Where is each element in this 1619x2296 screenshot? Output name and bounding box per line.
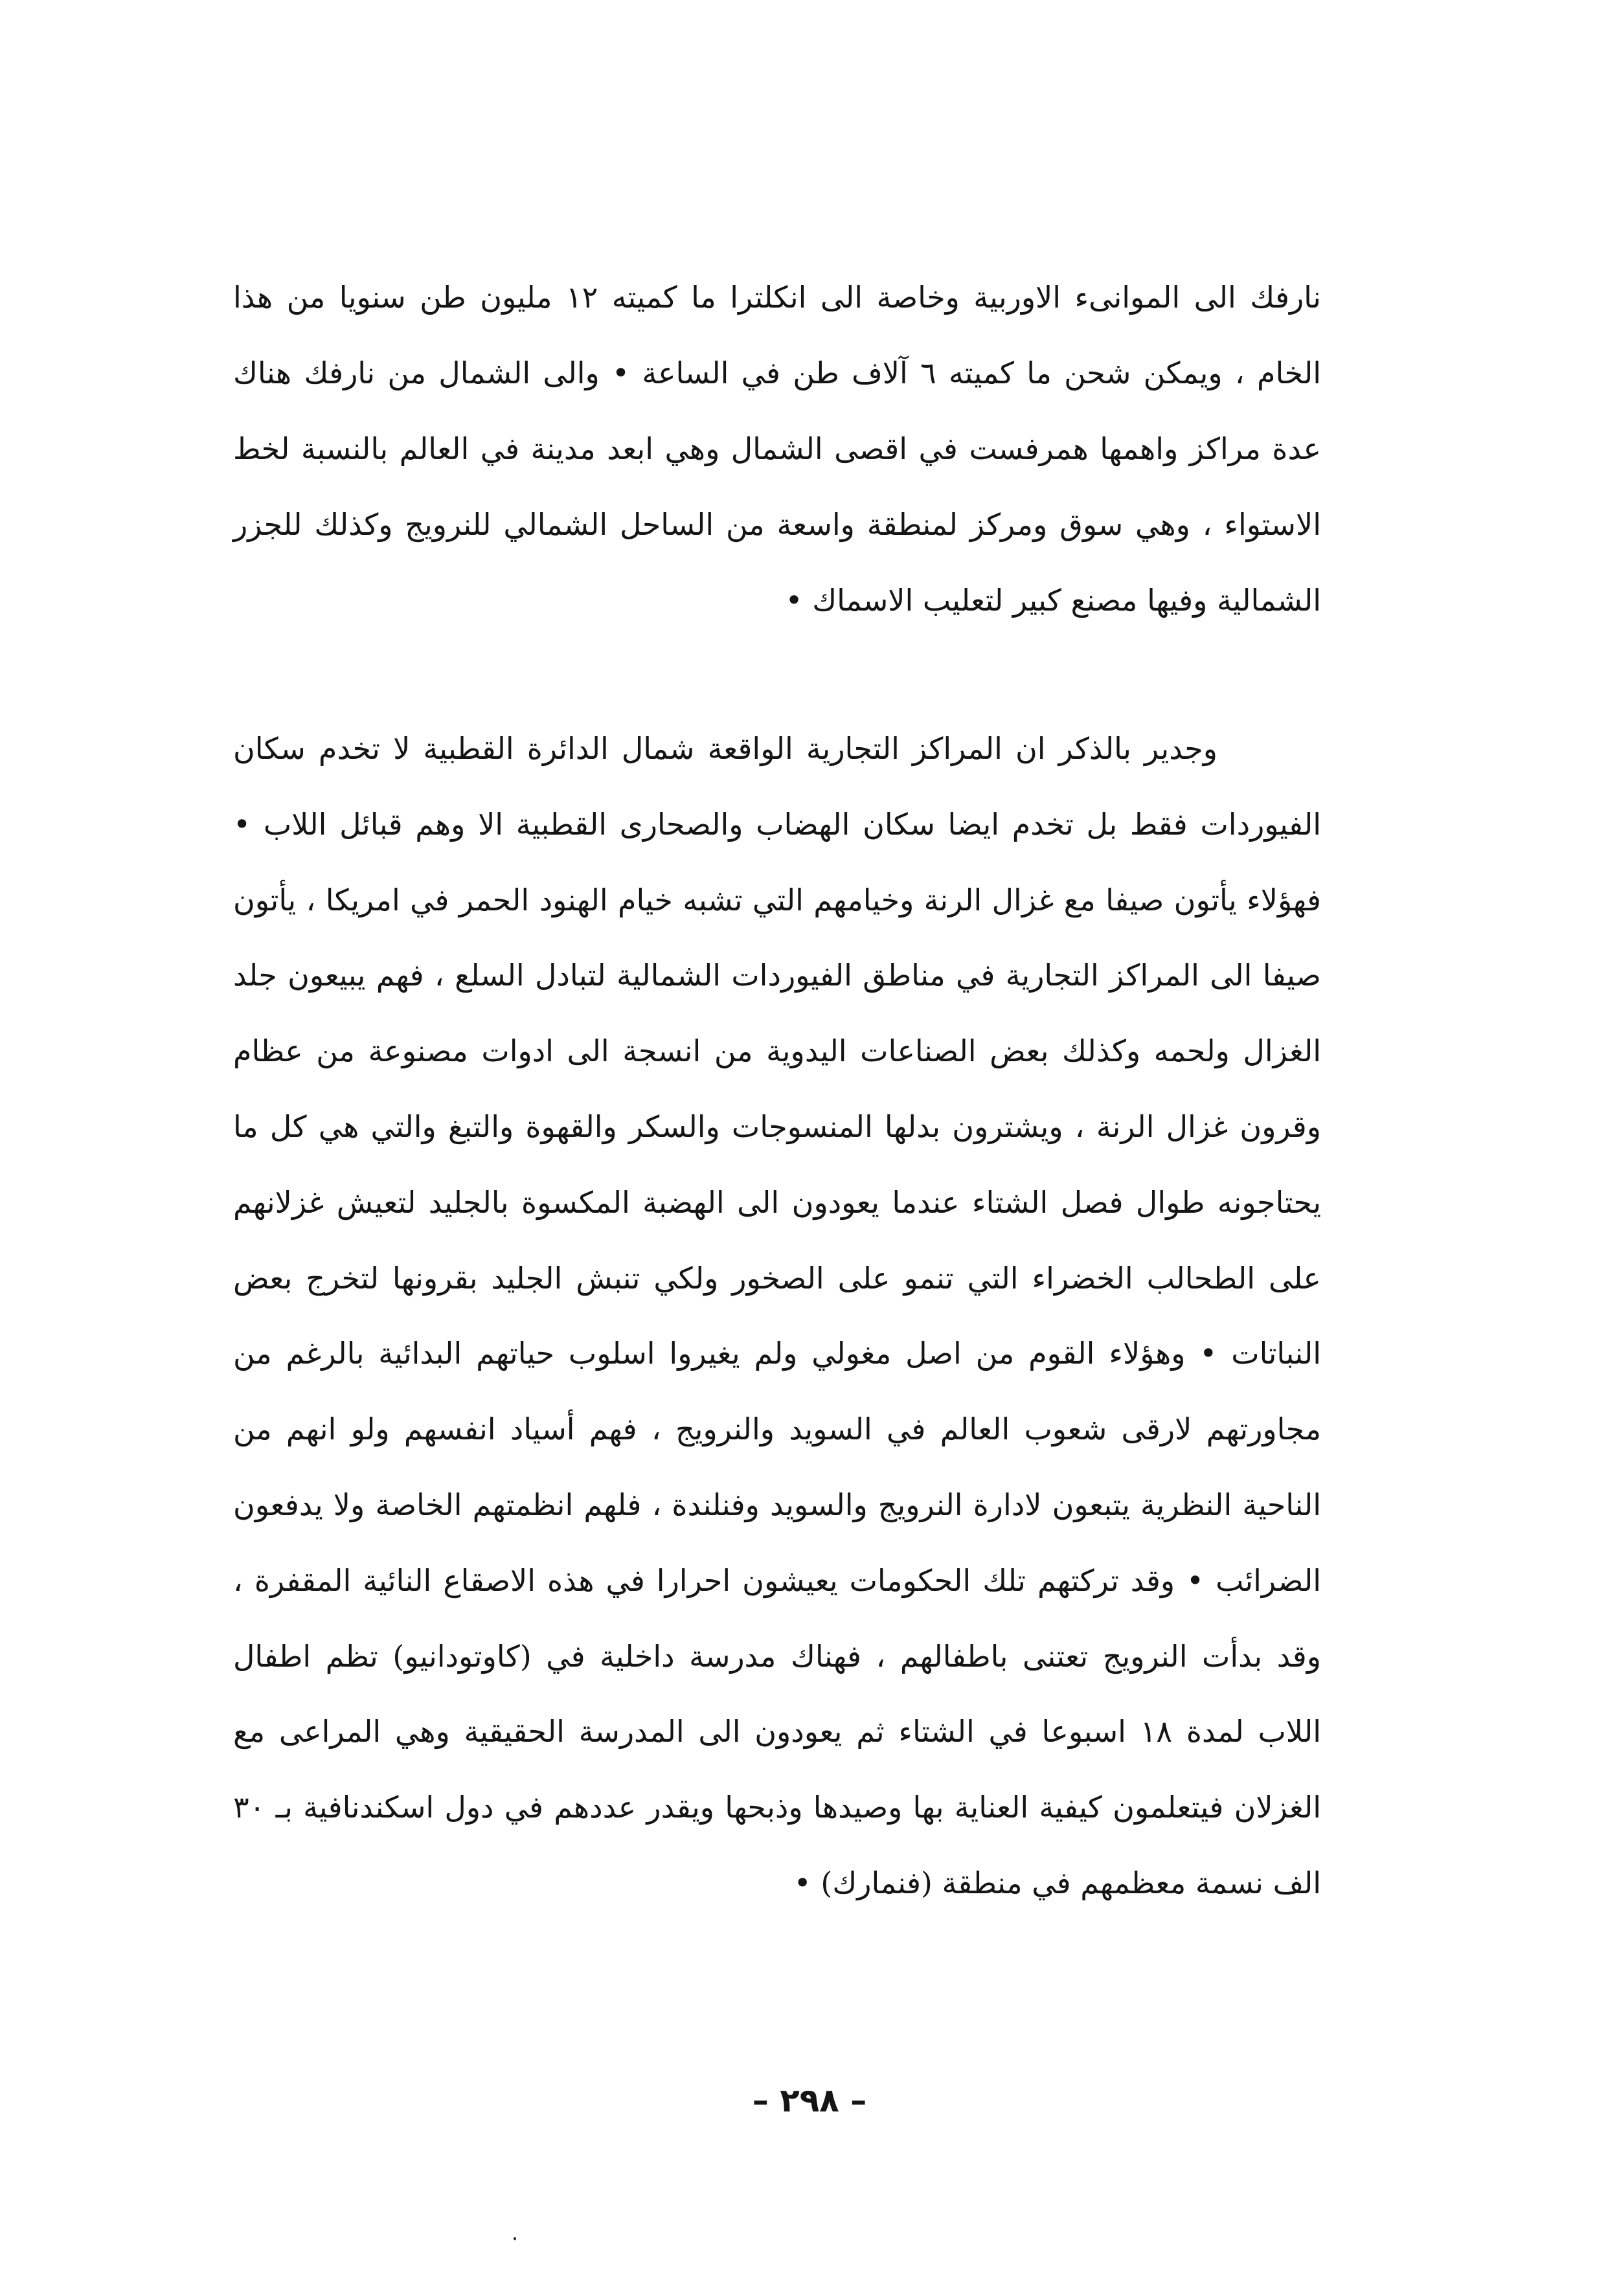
paragraph-1: نارفك الى الموانىء الاوربية وخاصة الى انكلترا ما كميته ١٢ مليون طن سنويا من هذا الخام ، ويمكن شحن ما كميته ٦ آلاف طن في الساعة • والى الشمال من نارفك هناك عدة مراكز واهمها همرفست في اقصى الشمال وهي ابعد مدينة في العالم بالنسبة لخط الاستواء ، وهي سوق ومركز لمنطقة واسعة من الساحل الشمالي للنرويج وكذلك للجزر الشمالية وفيها مصنع كبير لتعليب الاسماك • bbox=[233, 280, 1321, 618]
paragraph-2: وجدير بالذكر ان المراكز التجارية الواقعة شمال الدائرة القطبية لا تخدم سكان الفيوردات فقط بل تخدم ايضا سكان الهضاب والصحارى القطبية الا وهم قبائل اللاب • فهؤلاء يأتون صيفا مع غزال الرنة وخيامهم التي تشبه خيام الهنود الحمر في امريكا ، يأتون صيفا الى المراكز التجارية في مناطق الفيوردات الشمالية لتبادل السلع ، فهم يبيعون جلد الغزال ولحمه وكذلك بعض الصناعات اليدوية من انسجة الى ادوات مصنوعة من عظام وقرون غزال الرنة ، ويشترون بدلها المنسوجات والسكر والقهوة والتبغ والتي هي كل ما يحتاجونه طوال فصل الشتاء عندما يعودون الى الهضبة المكسوة بالجليد لتعيش غزلانهم على الطحالب الخضراء التي تنمو على الصخور ولكي تنبش الجليد بقرونها لتخرج بعض النباتات • وهؤلاء القوم من اصل مغولي ولم يغيروا اسلوب حياتهم البدائية بالرغم من مجاورتهم لارقى شعوب العالم في السويد والنرويج ، فهم أسياد انفسهم ولو انهم من الناحية النظرية يتبعون لادارة النرويج والسويد وفنلندة ، فلهم انظمتهم الخاصة ولا يدفعون الضرائب • وقد تركتهم تلك الحكومات يعيشون احرارا في هذه الاصقاع النائية المقفرة ، وقد بدأت النرويج تعتنى باطفالهم ، فهناك مدرسة داخلية في (كاوتودانيو) تظم اطفال اللاب لمدة ١٨ اسبوعا في الشتاء ثم يعودون الى المدرسة الحقيقية وهي المراعى مع الغزلان فيتعلمون كيفية العناية بها وصيدها وذبحها ويقدر عددهم في دول اسكندنافية بـ ٣٠ الف نسمة معظمهم في منطقة (فنمارك) • bbox=[233, 731, 1322, 1900]
page-number: – ٢٩٨ – bbox=[752, 2082, 867, 2119]
scan-speck bbox=[514, 2237, 516, 2240]
